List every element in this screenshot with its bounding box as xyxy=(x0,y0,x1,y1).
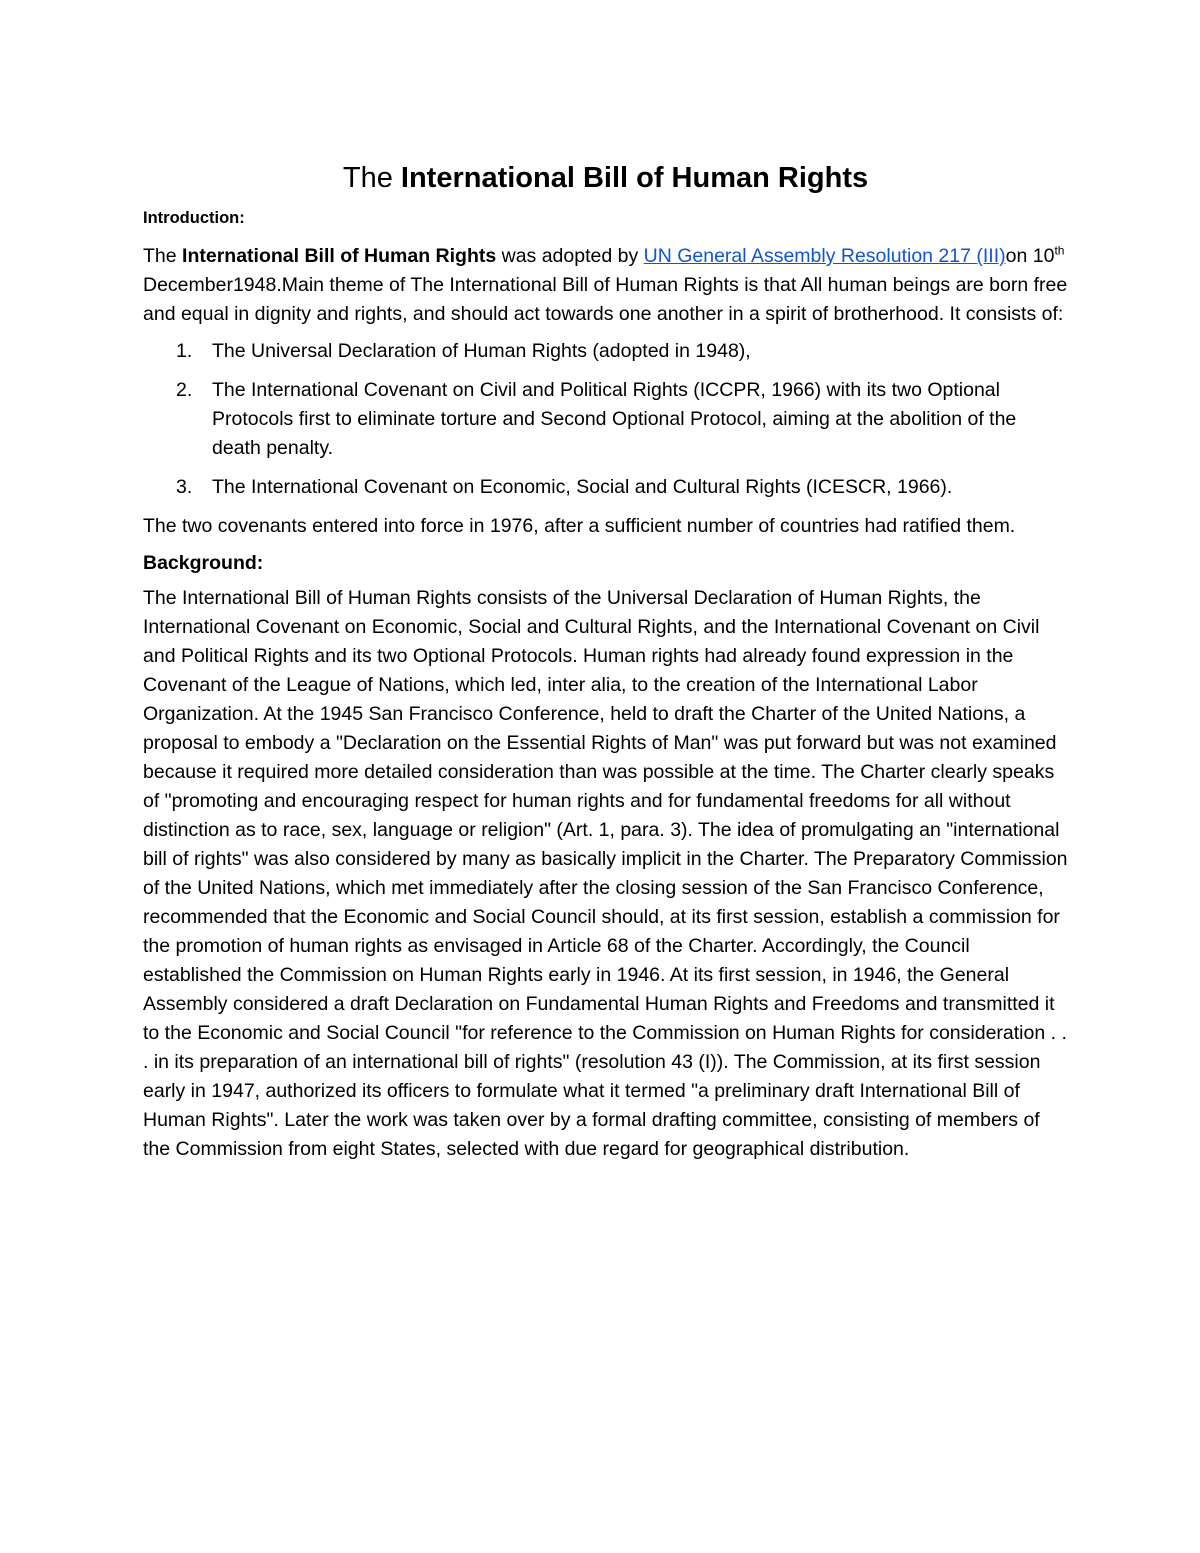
intro-lead-bold: International Bill of Human Rights xyxy=(182,245,497,267)
covenants-note: The two covenants entered into force in 1976, after a sufficient number of countries had ratified them. xyxy=(143,515,1016,537)
list-item-number: 2. xyxy=(176,379,193,401)
list-item-text: The International Covenant on Economic, Social and Cultural Rights (ICESCR, 1966). xyxy=(212,476,953,498)
intro-date-sup: th xyxy=(1054,243,1065,258)
list-item-text: The Universal Declaration of Human Rights (adopted in 1948), xyxy=(212,340,751,362)
title-prefix: The xyxy=(342,162,401,194)
rights-list xyxy=(143,337,1068,502)
list-item-number: 1. xyxy=(176,340,193,362)
background-label: Background: xyxy=(143,552,264,574)
title-bold: International Bill of Human Rights xyxy=(400,162,869,194)
document-page xyxy=(143,158,1068,1164)
intro-lead: The xyxy=(143,245,183,267)
background-paragraph: The International Bill of Human Rights consists of the Universal Declaration of Human Rights, the International Covenant on Economic, Social and Cultural Rights, and the International Covenant on Civil and Political Rights and its two Optional Protocols. Human rights had already found expression in the Covenant of the League of Nations, which led, inter alia, to the creation of the International Labor Organization. At the 1945 San Francisco Conference, held to draft the Charter of the United Nations, a proposal to embody a "Declaration on the Essential Rights of Man" was put forward but was not examined because it required more detailed consideration than was possible at the time. The Charter clearly speaks of "promoting and encouraging respect for human rights and for fundamental freedoms for all without distinction as to race, sex, language or religion" (Art. 1, para. 3). The idea of promulgating an "international bill of rights" was also considered by many as basically implicit in the Charter. The Preparatory Commission of the United Nations, which met immediately after the closing session of the San Francisco Conference, recommended that the Economic and Social Council should, at its first session, establish a commission for the promotion of human rights as envisaged in Article 68 of the Charter. Accordingly, the Council established the Commission on Human Rights early in 1946. At its first session, in 1946, the General Assembly considered a draft Declaration on Fundamental Human Rights and Freedoms and transmitted it to the Economic and Social Council "for reference to the Commission on Human Rights for consideration . . . in its preparation of an international bill of rights" (resolution 43 (I)). The Commission, at its first session early in 1947, authorized its officers to formulate what it termed "a preliminary draft International Bill of Human Rights". Later the work was taken over by a formal drafting committee, consisting of members of the Commission from eight States, selected with due regard for geographical distribution. xyxy=(143,587,1068,1160)
intro-date: on 10 xyxy=(1005,245,1055,267)
list-item-number: 3. xyxy=(176,476,193,498)
introduction-label: Introduction: xyxy=(143,209,245,227)
list-item-text: The International Covenant on Civil and Political Rights (ICCPR, 1966) with its two Optional Protocols first to eliminate torture and Second Optional Protocol, aiming at the abolition of the death penalty. xyxy=(212,379,1017,459)
document-title xyxy=(143,158,1068,198)
intro-paragraph xyxy=(143,242,1068,329)
list-item xyxy=(143,376,1068,463)
list-item xyxy=(143,473,1068,502)
intro-after-bold: was adopted by xyxy=(496,245,644,267)
list-item xyxy=(143,337,1068,366)
intro-rest: December1948.Main theme of The International Bill of Human Rights is that All human beings are born free and equal in dignity and rights, and should act towards one another in a spirit of brotherhood. It consists of: xyxy=(143,274,1068,325)
resolution-link[interactable]: UN General Assembly Resolution 217 (III) xyxy=(643,245,1006,267)
